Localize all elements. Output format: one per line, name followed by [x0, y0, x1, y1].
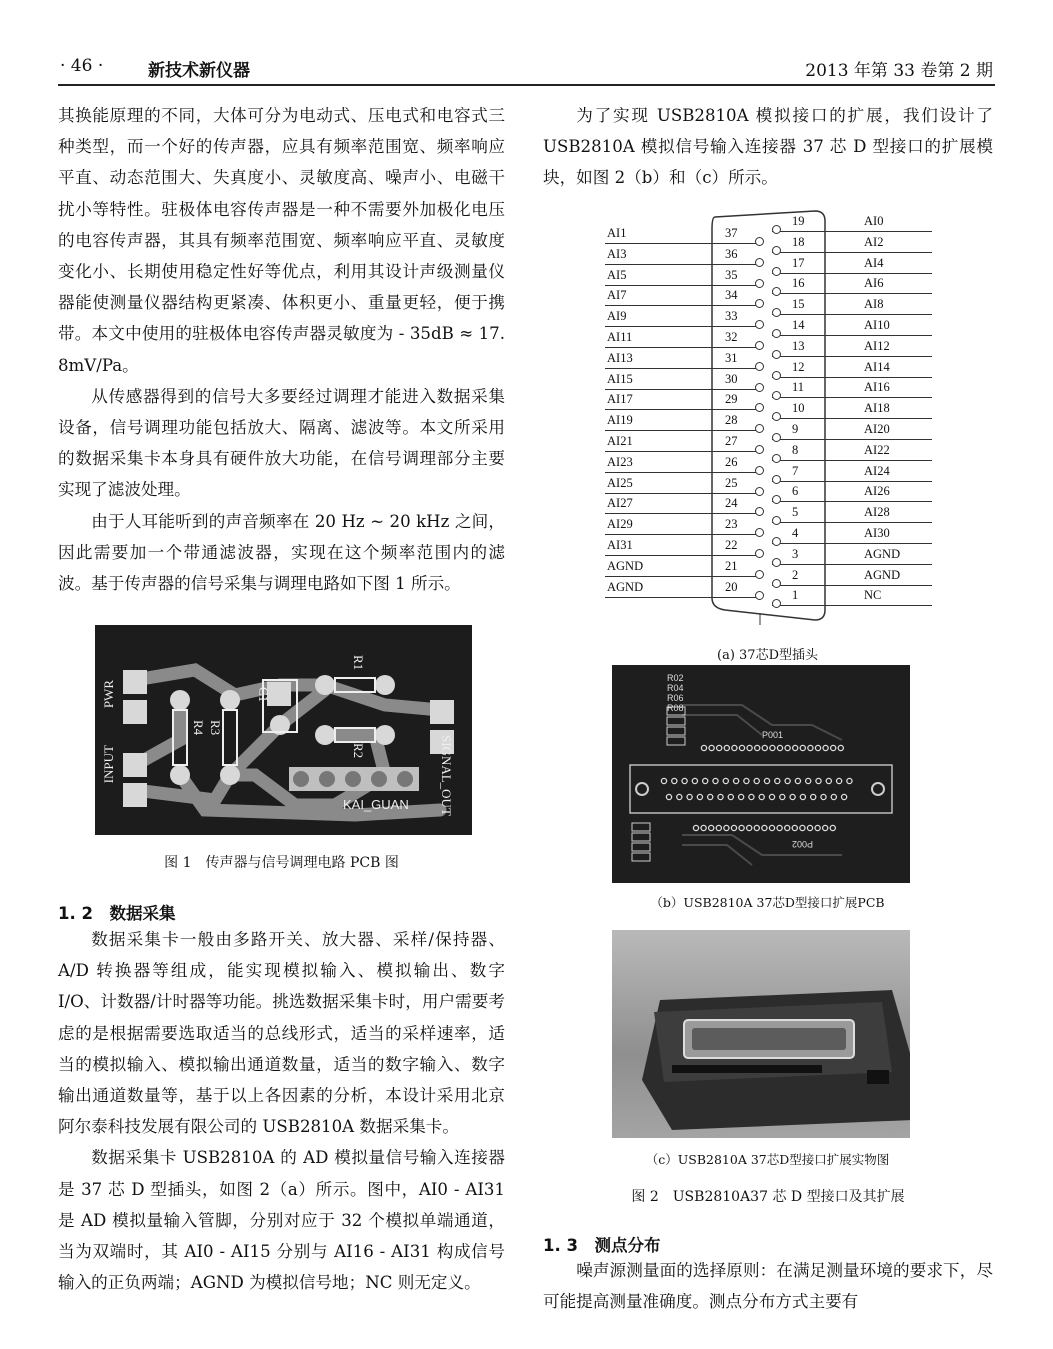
pad-dot	[821, 794, 826, 799]
pin-hole-icon	[772, 433, 781, 442]
pad-dot	[718, 794, 723, 799]
pin-number: 25	[725, 475, 738, 490]
paragraph: 噪声源测量面的选择原则：在满足测量环境的要求下，尽可能提高测量准确度。测点分布方式主要有	[543, 1261, 993, 1312]
pin-signal-label: AI21	[607, 434, 633, 448]
pad-dot	[701, 745, 706, 750]
pin-hole-icon	[772, 267, 781, 276]
pad-dot	[830, 825, 835, 830]
pad-dot	[831, 745, 836, 750]
pad-dot	[709, 745, 714, 750]
pin-signal-label: AI1	[607, 226, 627, 240]
connector-left-row	[605, 516, 760, 535]
pin-hole-icon	[755, 570, 764, 579]
connector-left-row	[605, 412, 760, 431]
connector-left-row	[605, 475, 760, 494]
pin-number: 1	[792, 588, 799, 603]
pin-number: 27	[725, 434, 738, 448]
pcb-label-pwr: PWR	[101, 680, 116, 709]
right-column-top	[543, 100, 993, 194]
figure-2b-pcb	[612, 665, 910, 883]
pin-number: 11	[792, 380, 805, 395]
connector-right-row	[772, 255, 932, 274]
pin-number: 19	[792, 214, 805, 228]
pcb-label-signal-out: SIGNAL_OUT	[439, 735, 454, 816]
pad-dot	[777, 745, 782, 750]
pad-dot	[747, 825, 752, 830]
connector-right-row	[772, 567, 932, 586]
pad-dot	[731, 825, 736, 830]
figure-2a-caption: (a) 37芯D型插头	[717, 648, 818, 663]
pad-dot	[754, 825, 759, 830]
connector-left-row	[605, 558, 760, 577]
pad-dot	[693, 825, 698, 830]
pad-dot	[785, 745, 790, 750]
pad-dot	[734, 778, 739, 783]
pin-signal-label: AI14	[864, 359, 890, 374]
pin-hole-icon	[755, 383, 764, 392]
pin-number: 14	[792, 318, 805, 332]
pad-dot	[780, 794, 785, 799]
pad-dot	[709, 825, 714, 830]
label-r04: R04	[667, 683, 684, 693]
pad-dot	[769, 794, 774, 799]
pin-hole-icon	[772, 329, 781, 338]
pin-signal-label: AI23	[607, 454, 633, 469]
pin-signal-label: AGND	[864, 546, 901, 561]
pin-signal-label: AI31	[607, 538, 633, 552]
connector-right-row	[772, 483, 932, 502]
pin-number: 23	[725, 517, 738, 532]
pad-dot	[842, 794, 847, 799]
connector-left-row	[605, 391, 760, 410]
connector-right-row	[772, 338, 932, 357]
pin-number: 30	[725, 371, 738, 386]
pin-number: 10	[792, 401, 805, 416]
pin-hole-icon	[755, 549, 764, 558]
connector-right-row	[772, 525, 932, 544]
pin-number: 24	[725, 496, 738, 511]
pad-dot	[816, 778, 821, 783]
pin-signal-label: AI28	[864, 505, 890, 520]
paragraph: 数据采集卡一般由多路开关、放大器、采样/保持器、A/D 转换器等组成，能实现模拟输入、模拟输出、数字 I/O、计数器/计时器等功能。挑选数据采集卡时，用户需要考虑的是根据需要选取适当的总线形式，适当的采样速率，适当的模拟输入、模拟输出通道数量，适当的数字输入、数字输出通道数量等，基于以上各因素的分析，本设计采用北京阿尔泰科技发展有限公司的 USB2810A 数据采集卡。	[58, 930, 505, 1137]
left-column-top	[58, 100, 505, 599]
pad-dot	[826, 778, 831, 783]
connector-right-row	[772, 504, 932, 523]
pin-signal-label: AI11	[607, 330, 633, 344]
pin-hole-icon	[772, 225, 781, 234]
pin-signal-label: AI4	[864, 255, 884, 270]
pad-dot	[807, 825, 812, 830]
pin-signal-label: AGND	[864, 567, 901, 582]
pin-number: 3	[792, 546, 799, 561]
pad-dot	[837, 778, 842, 783]
figure-2a-connector	[600, 205, 935, 625]
pad-dot	[703, 778, 708, 783]
pin-hole-icon	[772, 371, 781, 380]
pin-number: 22	[725, 538, 738, 552]
paragraph: 从传感器得到的信号大多要经过调理才能进入数据采集设备，信号调理功能包括放大、隔离、滤波等。本文所采用的数据采集卡本身具有硬件放大功能，在信号调理部分主要实现了滤波处理。	[58, 386, 505, 500]
pin-signal-label: AI30	[864, 526, 890, 540]
figure-1-pcb	[95, 625, 472, 835]
pin-hole-icon	[772, 246, 781, 255]
pad-dot	[701, 825, 706, 830]
pin-hole-icon	[755, 487, 764, 496]
pad-dot	[708, 794, 713, 799]
pin-signal-label: AI7	[607, 288, 627, 303]
pin-number: 20	[725, 579, 738, 594]
pad-dot	[717, 745, 722, 750]
connector-left-row	[605, 495, 760, 514]
pad-dot	[724, 745, 729, 750]
label-r06: R06	[667, 693, 684, 703]
pin-signal-label: AI20	[864, 422, 890, 436]
pad-dot	[744, 778, 749, 783]
pin-signal-label: AI29	[607, 517, 633, 532]
pin-signal-label: NC	[864, 588, 882, 603]
pad-dot	[677, 794, 682, 799]
pad-dot	[762, 745, 767, 750]
pad-dot	[697, 794, 702, 799]
pcb-label-kai-guan: KAI_GUAN	[343, 797, 409, 812]
pin-number: 32	[725, 330, 738, 344]
connector-right-row	[772, 359, 932, 378]
page-number: · 46 ·	[60, 56, 104, 76]
pin-hole-icon	[755, 237, 764, 246]
pad-dot	[724, 825, 729, 830]
pad-dot	[777, 825, 782, 830]
pin-hole-icon	[772, 475, 781, 484]
left-column-bottom	[58, 924, 505, 1298]
pin-signal-label: AI15	[607, 371, 633, 386]
pad-dot	[692, 778, 697, 783]
connector-left-row	[605, 267, 760, 286]
pad-dot	[811, 794, 816, 799]
paragraph: 其换能原理的不同，大体可分为电动式、压电式和电容式三种类型，而一个好的传声器，应具有频率范围宽、频率响应平直、动态范围大、失真度小、灵敏度高、噪声小、电磁干扰小等特性。驻极体电容传声器是一种不需要外加极化电压的电容传声器，其具有频率范围宽、频率响应平直、灵敏度变化小、长期使用稳定性好等优点，利用其设计声级测量仪器能使测量仪器结构更紧凑、体积更小、重量更轻，便于携带。本文中使用的驻极体电容传声器灵敏度为 - 35dB ≈ 17. 8mV/Pa。	[58, 106, 505, 375]
pad-dot	[823, 745, 828, 750]
pad-dot	[672, 778, 677, 783]
label-r02: R02	[667, 673, 684, 683]
pin-number: 16	[792, 276, 805, 291]
pad-dot	[739, 745, 744, 750]
connector-left-row	[605, 287, 760, 306]
pin-hole-icon	[772, 579, 781, 588]
pin-number: 29	[725, 392, 738, 407]
pad-dot	[800, 794, 805, 799]
issue-info: 2013 年第 33 卷第 2 期	[805, 61, 993, 81]
label-p001: P001	[762, 730, 784, 740]
pin-signal-label: AI18	[864, 401, 890, 416]
pin-signal-label: AI0	[864, 214, 884, 228]
pad-dot	[823, 825, 828, 830]
journal-name: 新技术新仪器	[148, 61, 250, 81]
pin-signal-label: AI27	[607, 496, 633, 511]
pin-signal-label: AI5	[607, 267, 627, 282]
paragraph: 数据采集卡 USB2810A 的 AD 模拟量信号输入连接器是 37 芯 D 型插头，如图 2（a）所示。图中，AI0 - AI31 是 AD 模拟量输入管脚，分别对应于 32 个模拟单端通道，当为双端时，其 AI0 - AI15 分别与 AI16 - AI31 构成信号输入的正负两端；AGND 为模拟信号地；NC 则无定义。	[58, 1148, 505, 1293]
pin-signal-label: AI3	[607, 246, 627, 261]
pad-dot	[713, 778, 718, 783]
pad-dot	[666, 794, 671, 799]
pin-number: 33	[725, 309, 738, 324]
connector-left-row	[605, 579, 760, 598]
pcb-label-c1: C1	[256, 687, 271, 703]
pin-hole-icon	[772, 454, 781, 463]
connector-right-row	[772, 546, 932, 565]
pin-hole-icon	[772, 537, 781, 546]
pad-dot	[785, 825, 790, 830]
pad-dot	[723, 778, 728, 783]
connector-left-row	[605, 329, 760, 348]
figure-1-caption: 图 1 传声器与信号调理电路 PCB 图	[164, 855, 399, 871]
pin-hole-icon	[755, 445, 764, 454]
pad-dot	[775, 778, 780, 783]
paragraph: 由于人耳能听到的声音频率在 20 Hz ~ 20 kHz 之间，因此需要加一个带通滤波器，实现在这个频率范围内的滤波。基于传声器的信号采集与调理电路如下图 1 所示。	[58, 511, 505, 594]
pad-dot	[792, 825, 797, 830]
connector-left-row	[605, 225, 760, 244]
pin-number: 6	[792, 484, 799, 499]
connector-left-row	[605, 308, 760, 327]
connector-left-row	[605, 537, 760, 556]
connector-left-row	[605, 246, 760, 265]
pin-signal-label: AI2	[864, 234, 884, 249]
pcb-label-r1: R1	[351, 655, 366, 671]
pin-number: 12	[792, 359, 805, 374]
pad-dot	[847, 778, 852, 783]
pad-dot	[749, 794, 754, 799]
expansion-pcb-drawing	[612, 665, 910, 883]
connector-right-row	[772, 379, 932, 398]
pin-hole-icon	[755, 591, 764, 600]
pin-number: 28	[725, 413, 738, 428]
connector-pad-dots	[661, 745, 852, 830]
connector-left-row	[605, 433, 760, 452]
label-p002: P002	[792, 839, 814, 849]
figure-2-caption: 图 2 USB2810A37 芯 D 型接口及其扩展	[631, 1189, 905, 1205]
pin-signal-label: AI12	[864, 338, 890, 353]
pin-signal-label: AI9	[607, 309, 627, 324]
connector-right-row	[772, 234, 932, 253]
pcb-label-r2: R2	[351, 743, 366, 759]
pin-number: 7	[792, 463, 799, 478]
connector-photo-drawing	[612, 930, 910, 1138]
pin-number: 31	[725, 350, 738, 365]
pin-number: 5	[792, 505, 799, 520]
pin-signal-label: AI22	[864, 442, 890, 457]
connector-right-row	[772, 587, 932, 606]
pcb-board-drawing	[95, 625, 472, 835]
pin-hole-icon	[755, 466, 764, 475]
connector-right-row	[772, 317, 932, 336]
pin-hole-icon	[772, 350, 781, 359]
pad-dot	[687, 794, 692, 799]
connector-right-row	[772, 442, 932, 461]
pin-signal-label: AGND	[607, 579, 644, 594]
pin-number: 26	[725, 454, 738, 469]
pin-hole-icon	[755, 362, 764, 371]
pin-signal-label: AI19	[607, 413, 633, 428]
right-column-bottom	[543, 1255, 993, 1317]
pin-signal-label: AI10	[864, 318, 890, 332]
connector-left-row	[605, 454, 760, 473]
pad-dot	[739, 794, 744, 799]
pad-dot	[747, 745, 752, 750]
pin-signal-label: AI16	[864, 380, 890, 395]
pin-signal-label: AI17	[607, 392, 633, 407]
pin-signal-label: AI8	[864, 297, 884, 312]
pad-dot	[838, 745, 843, 750]
pad-dot	[739, 825, 744, 830]
header-rule	[58, 84, 995, 86]
pin-signal-label: AI13	[607, 350, 633, 365]
pad-dot	[769, 825, 774, 830]
pin-hole-icon	[755, 279, 764, 288]
pad-dot	[808, 745, 813, 750]
pin-signal-label: AI25	[607, 475, 633, 490]
pad-dot	[755, 745, 760, 750]
connector-left-row	[605, 371, 760, 390]
pin-number: 8	[792, 442, 799, 457]
pin-signal-label: AI26	[864, 484, 890, 499]
pin-number: 9	[792, 422, 799, 436]
pad-dot	[728, 794, 733, 799]
pad-dot	[762, 825, 767, 830]
pcb-label-r4: R4	[191, 720, 206, 736]
pin-signal-label: AI6	[864, 276, 884, 291]
connector-right-row	[772, 275, 932, 294]
pad-dot	[770, 745, 775, 750]
pad-dot	[795, 778, 800, 783]
pad-dot	[682, 778, 687, 783]
pin-number: 17	[792, 255, 805, 270]
pcb-label-input: INPUT	[101, 745, 116, 784]
pad-dot	[754, 778, 759, 783]
pad-dot	[759, 794, 764, 799]
pin-number: 18	[792, 234, 805, 249]
pin-number: 35	[725, 267, 738, 282]
paragraph: 为了实现 USB2810A 模拟接口的扩展，我们设计了 USB2810A 模拟信号输入连接器 37 芯 D 型接口的扩展模块，如图 2（b）和（c）所示。	[543, 106, 993, 188]
connector-right-row	[772, 463, 932, 482]
pin-hole-icon	[755, 258, 764, 267]
pad-dot	[831, 794, 836, 799]
pad-dot	[800, 825, 805, 830]
pin-signal-label: AI24	[864, 463, 890, 478]
pad-dot	[806, 778, 811, 783]
pin-number: 4	[792, 526, 799, 540]
figure-2b-caption: （b）USB2810A 37芯D型接口扩展PCB	[650, 895, 885, 910]
pad-dot	[785, 778, 790, 783]
pad-dot	[732, 745, 737, 750]
pad-dot	[790, 794, 795, 799]
pad-dot	[815, 825, 820, 830]
label-r08: R08	[667, 703, 684, 713]
pin-hole-icon	[755, 341, 764, 350]
pin-number: 2	[792, 567, 799, 582]
pcb-label-r3: R3	[208, 720, 223, 736]
pin-number: 36	[725, 246, 738, 261]
pin-number: 34	[725, 288, 738, 303]
section-heading-1-3: 1. 3 测点分布	[543, 1236, 661, 1255]
pad-dot	[661, 778, 666, 783]
connector-right-row	[772, 213, 932, 232]
pin-number: 21	[725, 558, 738, 573]
pin-number: 13	[792, 338, 805, 353]
pin-number: 15	[792, 297, 805, 312]
pin-hole-icon	[772, 558, 781, 567]
pad-dot	[800, 745, 805, 750]
section-heading-1-2: 1. 2 数据采集	[58, 904, 176, 923]
connector-right-row	[772, 421, 932, 440]
figure-2c-photo	[612, 930, 910, 1138]
pin-number: 37	[725, 226, 738, 240]
figure-2c-caption: （c）USB2810A 37芯D型接口扩展实物图	[645, 1152, 890, 1167]
pcb2-resistor-labels	[667, 673, 684, 713]
pad-dot	[815, 745, 820, 750]
connector-right-row	[772, 400, 932, 419]
pad-dot	[764, 778, 769, 783]
pad-dot	[793, 745, 798, 750]
connector-left-row	[605, 350, 760, 369]
pad-dot	[716, 825, 721, 830]
connector-right-row	[772, 296, 932, 315]
pin-signal-label: AGND	[607, 558, 644, 573]
